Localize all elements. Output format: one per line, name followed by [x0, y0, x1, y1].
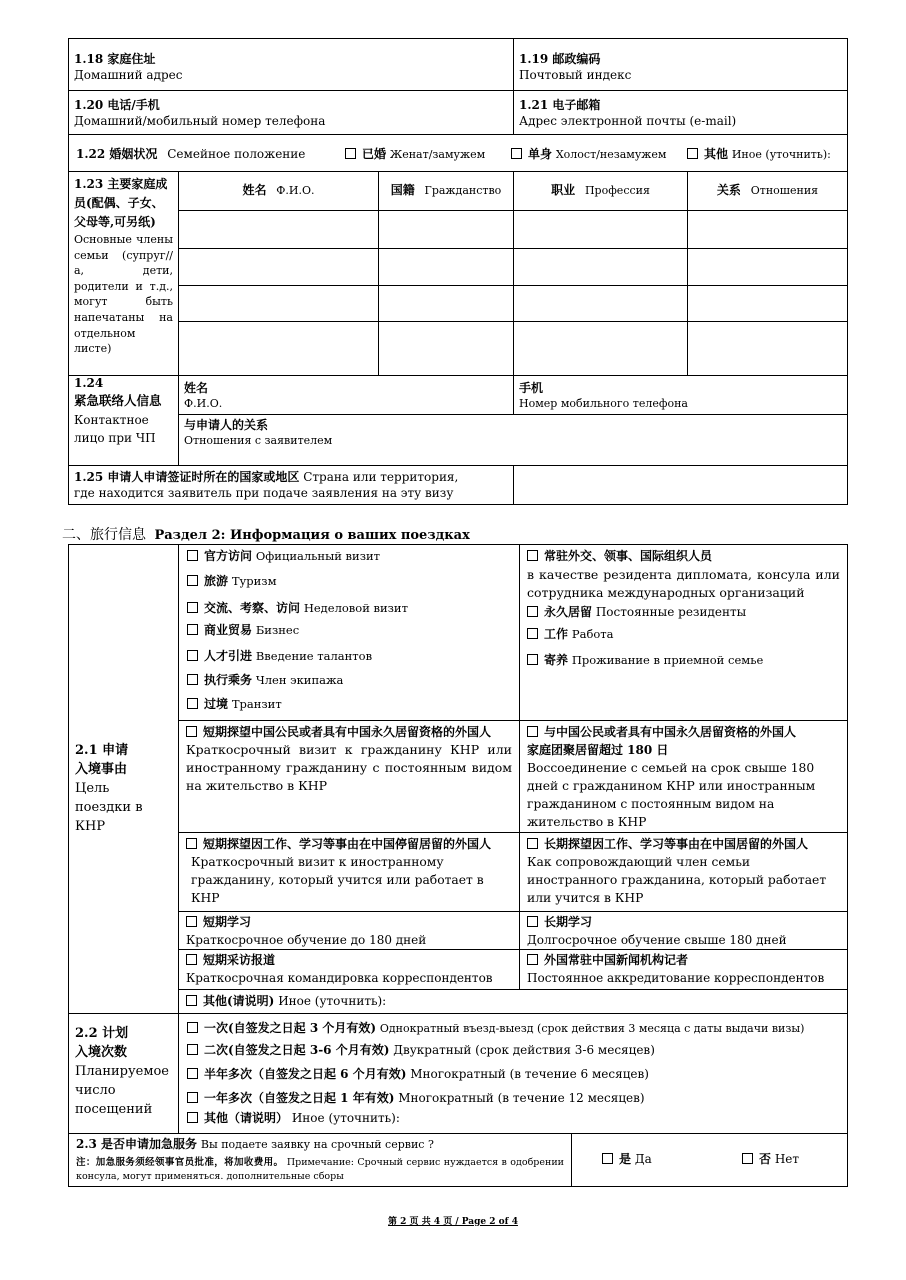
- purpose-long-foreign-visit[interactable]: 长期探望因工作、学习等事由在中国居留的外国人 Как сопровождающий член семьи иностранного гражданина, который работает или учится в КНР: [519, 832, 848, 912]
- urgent-no-option[interactable]: 否 Нет: [742, 1151, 799, 1167]
- marital-option-other[interactable]: 其他 Иное (уточнить):: [687, 146, 831, 163]
- emergency-name-cell[interactable]: 姓名 Ф.И.О.: [178, 375, 514, 415]
- family-row-3-name[interactable]: [178, 285, 379, 322]
- section-2-title: 二、旅行信息 Раздел 2: Информация о ваших поездках: [62, 527, 470, 543]
- family-row-4-citizenship[interactable]: [378, 321, 514, 376]
- home-address-label-ru: Домашний адрес: [74, 68, 183, 82]
- checkbox-single[interactable]: [511, 148, 522, 159]
- phone-cell[interactable]: [68, 90, 514, 135]
- purpose-other[interactable]: 其他(请说明) Иное (уточнить):: [178, 989, 848, 1014]
- purpose-short-journalist[interactable]: 短期采访报道 Краткосрочная командировка корреспондентов: [178, 949, 520, 990]
- checkbox-long-family-reunion[interactable]: [527, 726, 538, 737]
- marital-label-ru: Семейное положение: [167, 147, 306, 161]
- postal-code-label-ru: Почтовый индекс: [519, 68, 632, 82]
- checkbox-marital-other[interactable]: [687, 148, 698, 159]
- marital-option-married[interactable]: 已婚 Женат/замужем: [345, 146, 485, 163]
- marital-option-single[interactable]: 单身 Холост/незамужем: [511, 146, 666, 163]
- family-row-1-relation[interactable]: [687, 210, 848, 249]
- checkbox-entries-double[interactable]: [187, 1044, 198, 1055]
- marital-label: 1.22 婚姻状况: [76, 147, 158, 161]
- checkbox-short-journalist[interactable]: [186, 954, 197, 965]
- family-col-name: 姓名 Ф.И.О.: [178, 171, 379, 211]
- checkbox-tourism[interactable]: [187, 575, 198, 586]
- urgent-service-options: [571, 1133, 848, 1187]
- family-row-2-citizenship[interactable]: [378, 248, 514, 286]
- checkbox-short-study[interactable]: [186, 916, 197, 927]
- purpose-foster[interactable]: 寄养 Проживание в приемной семье: [527, 652, 840, 668]
- family-row-1-citizenship[interactable]: [378, 210, 514, 249]
- checkbox-entries-one-year[interactable]: [187, 1092, 198, 1103]
- checkbox-crew[interactable]: [187, 674, 198, 685]
- purpose-talent[interactable]: 人才引进 Введение талантов: [187, 648, 511, 664]
- entries-one-year[interactable]: 一年多次（自签发之日起 1 年有效) Многократный (в течение 12 месяцев): [187, 1090, 839, 1106]
- marital-status-row: [68, 134, 848, 172]
- purpose-resident-journalist[interactable]: 外国常驻中国新闻机构记者 Постоянное аккредитование корреспондентов: [519, 949, 848, 990]
- checkbox-short-foreign-visit[interactable]: [186, 838, 197, 849]
- urgent-service-label: 2.3 是否申请加急服务: [76, 1137, 198, 1151]
- family-row-4-relation[interactable]: [687, 321, 848, 376]
- checkbox-resident-diplomat[interactable]: [527, 550, 538, 561]
- entry-purpose-label-ru: Цель поездки в КНР: [75, 781, 143, 834]
- email-label-ru: Адрес электронной почты (e-mail): [519, 114, 737, 128]
- emergency-contact-label: 紧急联络人信息: [74, 393, 162, 408]
- checkbox-work[interactable]: [527, 628, 538, 639]
- family-row-4-profession[interactable]: [513, 321, 688, 376]
- checkbox-purpose-other[interactable]: [186, 995, 197, 1006]
- checkbox-long-foreign-visit[interactable]: [527, 838, 538, 849]
- purpose-short-family-visit[interactable]: 短期探望中国公民或者具有中国永久居留资格的外国人 Краткосрочный визит к гражданину КНР или иностранному гражданину с постоянным видом на жительство в КНР: [178, 720, 520, 833]
- family-row-3-citizenship[interactable]: [378, 285, 514, 322]
- checkbox-official[interactable]: [187, 550, 198, 561]
- checkbox-urgent-no[interactable]: [742, 1153, 753, 1164]
- family-row-2-profession[interactable]: [513, 248, 688, 286]
- checkbox-permanent[interactable]: [527, 606, 538, 617]
- purpose-tourism[interactable]: 旅游 Туризм: [187, 573, 511, 589]
- checkbox-entries-half-year[interactable]: [187, 1068, 198, 1079]
- purpose-permanent[interactable]: 永久居留 Постоянные резиденты: [527, 604, 840, 620]
- checkbox-married[interactable]: [345, 148, 356, 159]
- checkbox-exchange[interactable]: [187, 602, 198, 613]
- entries-label-cell: 2.2 计划 入境次数 Планируемое число посещений: [68, 1013, 179, 1134]
- home-address-label: 1.18 家庭住址: [74, 52, 156, 66]
- application-country-label-cell: 1.25 申请人申请签证时所在的国家或地区 Страна или территория, где находится заявитель при подаче заявления на эту визу: [68, 465, 514, 505]
- purpose-resident-diplomat[interactable]: 常驻外交、领事、国际组织人员: [527, 548, 840, 564]
- emergency-mobile-cell[interactable]: 手机 Номер мобильного телефона: [513, 375, 848, 415]
- entry-purpose-label-cell: 2.1 申请 入境事由 Цель поездки в КНР: [68, 544, 179, 1014]
- entries-half-year[interactable]: 半年多次（自签发之日起 6 个月有效) Многократный (в течение 6 месяцев): [187, 1066, 839, 1082]
- family-col-citizenship: 国籍 Гражданство: [378, 171, 514, 211]
- entries-single[interactable]: 一次(自签发之日起 3 个月有效) Однократный въезд-выезд (срок действия 3 месяца с даты выдачи визы): [187, 1020, 839, 1037]
- checkbox-resident-journalist[interactable]: [527, 954, 538, 965]
- purpose-business[interactable]: 商业贸易 Бизнес: [187, 622, 511, 638]
- phone-label-ru: Домашний/мобильный номер телефона: [74, 114, 326, 128]
- family-row-1-profession[interactable]: [513, 210, 688, 249]
- emergency-relation-cell[interactable]: 与申请人的关系 Отношения с заявителем: [178, 414, 848, 466]
- family-col-profession: 职业 Профессия: [513, 171, 688, 211]
- purpose-official[interactable]: 官方访问 Официальный визит: [187, 548, 511, 564]
- home-address-cell[interactable]: [68, 38, 514, 91]
- family-members-label: 1.23 主要家庭成员(配偶、子女、父母等,可另纸): [74, 177, 168, 229]
- checkbox-entries-single[interactable]: [187, 1022, 198, 1033]
- purpose-transit[interactable]: 过境 Транзит: [187, 696, 511, 712]
- email-cell[interactable]: [513, 90, 848, 135]
- checkbox-transit[interactable]: [187, 698, 198, 709]
- purpose-long-family-reunion[interactable]: 与中国公民或者具有中国永久居留资格的外国人 家庭团聚居留超过 180 日 Воссоединение с семьей на срок свыше 180 дней с гражданином КНР или иностранным гражданином с постоянным видом на жительство в КНР: [519, 720, 848, 833]
- page-footer: 第 2 页 共 4 页 / Page 2 of 4: [388, 1217, 518, 1227]
- application-country-input[interactable]: [513, 465, 848, 505]
- checkbox-long-study[interactable]: [527, 916, 538, 927]
- entries-options: [178, 1013, 848, 1134]
- checkbox-entries-other[interactable]: [187, 1112, 198, 1123]
- family-row-4-name[interactable]: [178, 321, 379, 376]
- purpose-short-study[interactable]: 短期学习 Краткосрочное обучение до 180 дней: [178, 911, 520, 950]
- purpose-exchange[interactable]: 交流、考察、访问 Неделовой визит: [187, 600, 511, 616]
- entry-purpose-label: 入境事由: [75, 762, 128, 777]
- email-label: 1.21 电子邮箱: [519, 98, 601, 112]
- purpose-crew[interactable]: 执行乘务 Член экипажа: [187, 672, 511, 688]
- family-col-relation: 关系 Отношения: [687, 171, 848, 211]
- checkbox-urgent-yes[interactable]: [602, 1153, 613, 1164]
- application-country-label: 1.25 申请人申请签证时所在的国家或地区: [74, 470, 300, 484]
- checkbox-talent[interactable]: [187, 650, 198, 661]
- entries-label: 入境次数: [75, 1045, 128, 1060]
- urgent-service-label-cell: 2.3 是否申请加急服务 Вы подаете заявку на срочный сервис ? 注：加急服务须经领事官员批准，将加收费用。 Примечание: Срочный сервис нуждается в одобрении консула, могут применяться. дополнительные сборы: [68, 1133, 572, 1187]
- emergency-contact-label-ru: Контактное лицо при ЧП: [74, 413, 156, 445]
- family-row-3-relation[interactable]: [687, 285, 848, 322]
- entries-double[interactable]: 二次(自签发之日起 3-6 个月有效) Двукратный (срок действия 3-6 месяцев): [187, 1042, 839, 1058]
- purpose-right-options: 常驻外交、领事、国际组织人员 в качестве резидента дипломата, консула или сотрудника международных организаций 永久居留 Постоянные резиденты 工作 Работа 寄养 Проживание в приемной семье: [519, 544, 848, 721]
- checkbox-foster[interactable]: [527, 654, 538, 665]
- purpose-short-foreign-visit[interactable]: 短期探望因工作、学习等事由在中国停留居留的外国人 Краткосрочный визит к иностранному гражданину, который учится или работает в КНР: [178, 832, 520, 912]
- family-members-label-ru: Основные члены семьи (супруг//а, дети, родители и т.д., могут быть напечатаны на отдельном листе): [74, 233, 173, 356]
- purpose-work[interactable]: 工作 Работа: [527, 626, 840, 642]
- family-row-3-profession[interactable]: [513, 285, 688, 322]
- postal-code-label: 1.19 邮政编码: [519, 52, 601, 66]
- family-row-2-relation[interactable]: [687, 248, 848, 286]
- checkbox-short-family-visit[interactable]: [186, 726, 197, 737]
- purpose-long-study[interactable]: 长期学习 Долгосрочное обучение свыше 180 дней: [519, 911, 848, 950]
- entries-other[interactable]: 其他（请说明） Иное (уточнить):: [187, 1110, 839, 1126]
- phone-label: 1.20 电话/手机: [74, 98, 160, 112]
- family-members-label-cell: [68, 171, 179, 376]
- postal-code-cell[interactable]: [513, 38, 848, 91]
- family-row-2-name[interactable]: [178, 248, 379, 286]
- checkbox-business[interactable]: [187, 624, 198, 635]
- urgent-note: 注：加急服务须经领事官员批准，将加收费用。: [76, 1157, 284, 1168]
- purpose-left-options: [178, 544, 520, 721]
- entries-label-ru: Планируемое число посещений: [75, 1064, 169, 1117]
- urgent-yes-option[interactable]: 是 Да: [602, 1151, 652, 1167]
- family-row-1-name[interactable]: [178, 210, 379, 249]
- emergency-contact-label-cell: 1.24 紧急联络人信息 Контактное лицо при ЧП: [68, 375, 179, 466]
